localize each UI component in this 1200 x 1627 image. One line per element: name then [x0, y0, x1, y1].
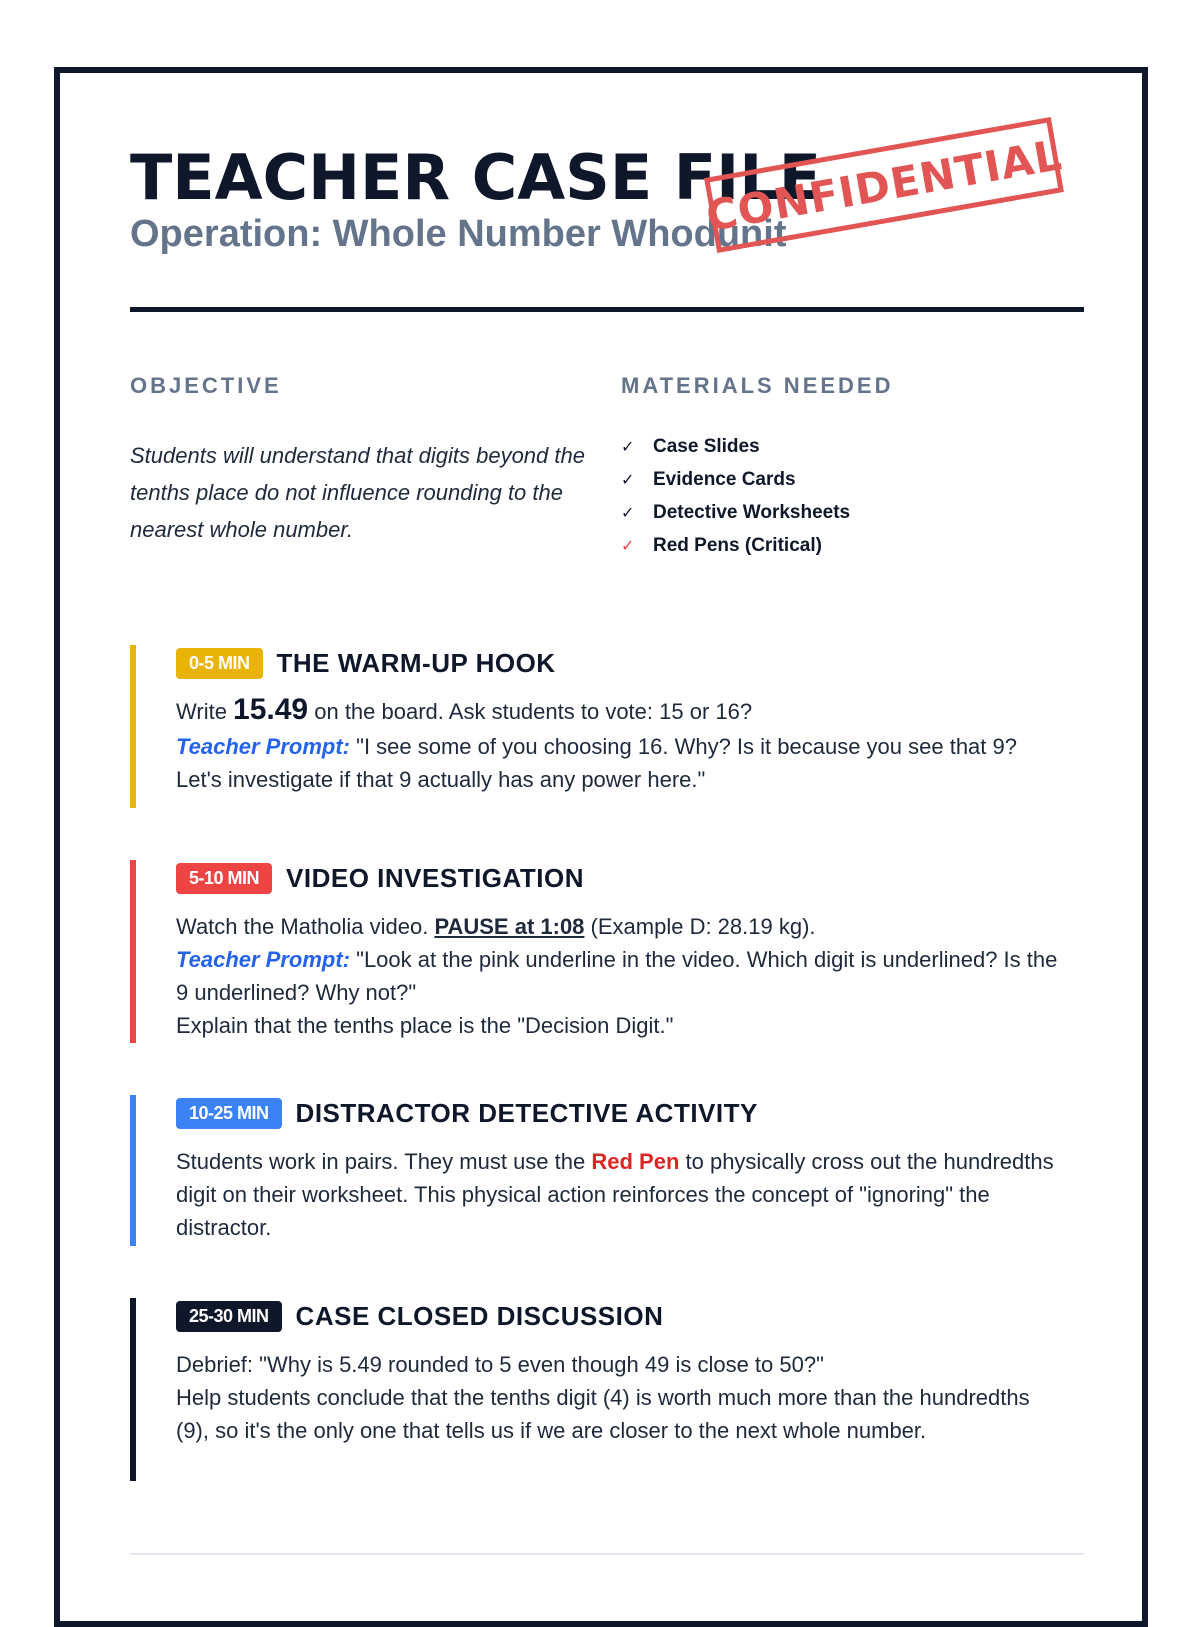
block-paragraph: Write 15.49 on the board. Ask students to vote: 15 or 16?	[176, 693, 753, 726]
material-item: ✓ Red Pens (Critical)	[621, 534, 822, 556]
lesson-block-video	[130, 860, 1060, 1043]
block-title: THE WARM-UP HOOK	[276, 647, 556, 678]
block-title: DISTRACTOR DETECTIVE ACTIVITY	[295, 1097, 758, 1128]
lesson-block-discussion	[130, 1298, 1060, 1481]
page-subtitle: Operation: Whole Number Whodunit	[130, 213, 787, 255]
block-paragraph: Explain that the tenths place is the "Decision Digit."	[176, 1013, 674, 1038]
material-item: ✓ Case Slides	[621, 435, 760, 457]
block-paragraph: Debrief: "Why is 5.49 rounded to 5 even though 49 is close to 50?"	[176, 1352, 824, 1377]
time-badge: 5-10 MIN	[176, 863, 272, 894]
materials-list	[621, 430, 850, 562]
check-icon: ✓	[621, 504, 635, 522]
material-item: ✓ Evidence Cards	[621, 468, 796, 490]
material-item: ✓ Detective Worksheets	[621, 501, 851, 523]
teacher-prompt: Teacher Prompt: "Look at the pink underline in the video. Which digit is underlined? Is the 9 underlined? Why not?"	[176, 947, 1058, 1005]
red-pen-highlight: Red Pen	[591, 1149, 680, 1174]
teacher-prompt: Teacher Prompt: "I see some of you choosing 16. Why? Is it because you see that 9? Let's investigate if that 9 actually has any power here."	[176, 734, 1017, 792]
time-badge: 10-25 MIN	[176, 1098, 282, 1129]
block-paragraph: Students work in pairs. They must use the Red Pen to physically cross out the hundredths digit on their worksheet. This physical action reinforces the concept of "ignoring" the distractor.	[176, 1149, 1054, 1240]
check-icon: ✓	[621, 537, 635, 555]
time-badge: 0-5 MIN	[176, 648, 263, 679]
pause-instruction: PAUSE at 1:08	[434, 914, 585, 939]
page-title: TEACHER CASE FILE	[130, 141, 822, 214]
objective-label: OBJECTIVE	[130, 373, 282, 398]
check-icon: ✓	[621, 471, 635, 489]
case-file-card	[54, 67, 1148, 1627]
objective-text: Students will understand that digits beyond the tenths place do not influence rounding to the nearest whole number.	[130, 443, 585, 542]
block-title: CASE CLOSED DISCUSSION	[295, 1300, 664, 1331]
block-paragraph: Help students conclude that the tenths digit (4) is worth much more than the hundredths (9), so it's the only one that tells us if we are closer to the next whole number.	[176, 1385, 1030, 1443]
block-title: VIDEO INVESTIGATION	[286, 862, 584, 893]
lesson-block-activity	[130, 1095, 1060, 1246]
header-divider	[130, 307, 1084, 312]
highlight-number: 15.49	[233, 693, 309, 726]
time-badge: 25-30 MIN	[176, 1301, 282, 1332]
materials-label: MATERIALS NEEDED	[621, 373, 894, 398]
footer-divider	[130, 1553, 1084, 1555]
lesson-block-warmup	[130, 645, 1060, 808]
confidential-stamp: CONFIDENTIAL	[704, 117, 1064, 253]
block-paragraph: Watch the Matholia video. PAUSE at 1:08 (Example D: 28.19 kg).	[176, 914, 816, 939]
check-icon: ✓	[621, 438, 635, 456]
